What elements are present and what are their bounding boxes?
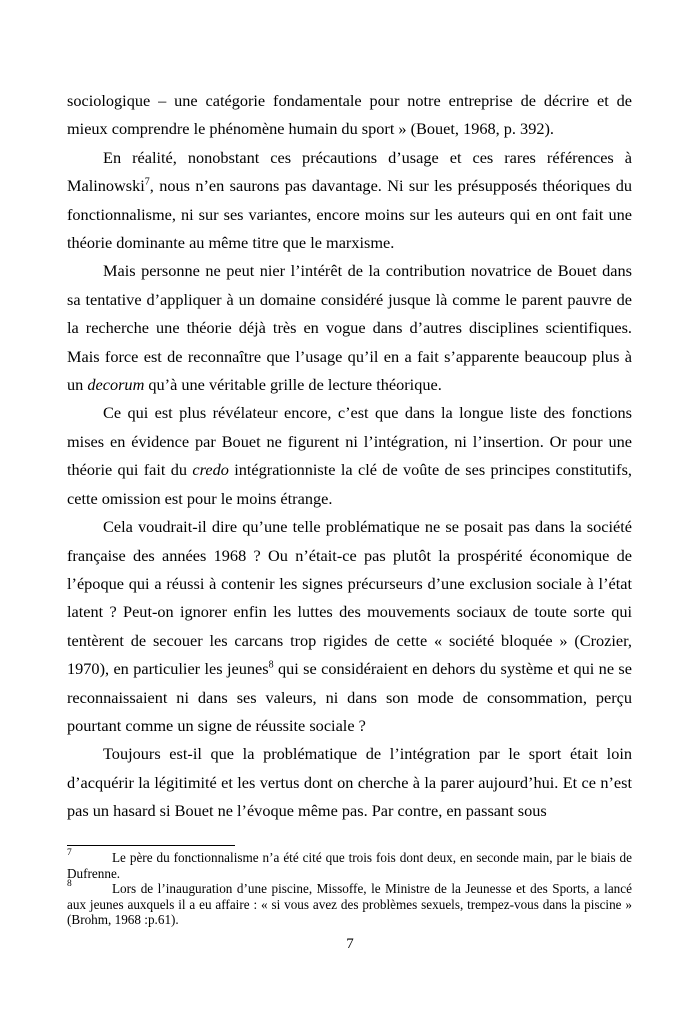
paragraph-6: Toujours est-il que la problématique de l’intégration par le sport était loin d’acquérir la légitimité et les vertus dont on cherche à la parer aujourd’hui. Et ce n’est pas un hasard si Bouet ne l’évoque même pas. Par contre, en passant sous	[67, 744, 632, 821]
footnote-ref-8[interactable]: 8	[268, 659, 274, 671]
body-text	[67, 87, 632, 826]
paragraph-4: Ce qui est plus révélateur encore, c’est que dans la longue liste des fonctions mises en évidence par Bouet ne figurent ni l’intégration, ni l’insertion. Or pour une théorie qui fait du credo intégrationniste la clé de voûte de ses principes constitutifs, cette omission est pour le moins étrange.	[67, 403, 632, 508]
footnote-8	[67, 881, 632, 928]
paragraph-2: En réalité, nonobstant ces précautions d’usage et ces rares références à Malinowski$^7$, nous n’en saurons pas davantage. Ni sur les présupposés théoriques du fonctionnalisme, ni sur ses variantes, encore moins sur les auteurs qui en ont fait une théorie dominante au même titre que le marxisme.	[67, 147, 632, 253]
footnote-divider	[67, 845, 235, 846]
footnote-7	[67, 850, 632, 881]
paragraph-1: sociologique – une catégorie fondamentale pour notre entreprise de décrire et de mieux comprendre le phénomène humain du sport » (Bouet, 1968, p. 392).	[67, 91, 632, 139]
italic-term: decorum	[87, 375, 145, 395]
footnote-text: Lors de l’inauguration d’une piscine, Missoffe, le Ministre de la Jeunesse et des Sports, a lancé aux jeunes auxquels il a eu affaire : « si vous avez des problèmes sexuels, trempez-vous dans la piscine » (Brohm, 1968 :p.61).	[67, 881, 632, 928]
italic-term: credo	[192, 460, 229, 480]
page-number: 7	[346, 936, 354, 952]
paragraph-3: Mais personne ne peut nier l’intérêt de la contribution novatrice de Bouet dans sa tentative d’appliquer à un domaine considéré jusque là comme le parent pauvre de la recherche une théorie déjà très en vogue dans d’autres disciplines scientifiques. Mais force est de reconnaître que l’usage qu’il en a fait s’apparente beaucoup plus à un decorum qu’à une véritable grille de lecture théorique.	[67, 261, 632, 395]
footnote-number: 8	[67, 879, 72, 890]
paragraph-5: Cela voudrait-il dire qu’une telle problématique ne se posait pas dans la société française des années 1968 ? Ou n’était-ce pas plutôt la prospérité économique de l’époque qui a réussi à contenir les signes précurseurs d’une exclusion sociale à l’état latent ? Peut-on ignorer enfin les luttes des mouvements sociaux de toute sorte qui tentèrent de secouer les carcans trop rigides de cette « société bloquée » (Crozier, 1970), en particulier les jeunes$^8$ qui se considéraient en dehors du système et qui ne se reconnaissaient ni dans ses valeurs, ni dans son mode de consommation, perçu pourtant comme un signe de réussite sociale ?	[67, 517, 632, 735]
footnote-number: 7	[67, 848, 72, 858]
footnote-text: Le père du fonctionnalisme n’a été cité que trois fois dont deux, en seconde main, par le biais de Dufrenne.	[67, 850, 632, 881]
footnote-ref-7[interactable]: 7	[144, 176, 150, 188]
footnotes	[67, 850, 632, 928]
